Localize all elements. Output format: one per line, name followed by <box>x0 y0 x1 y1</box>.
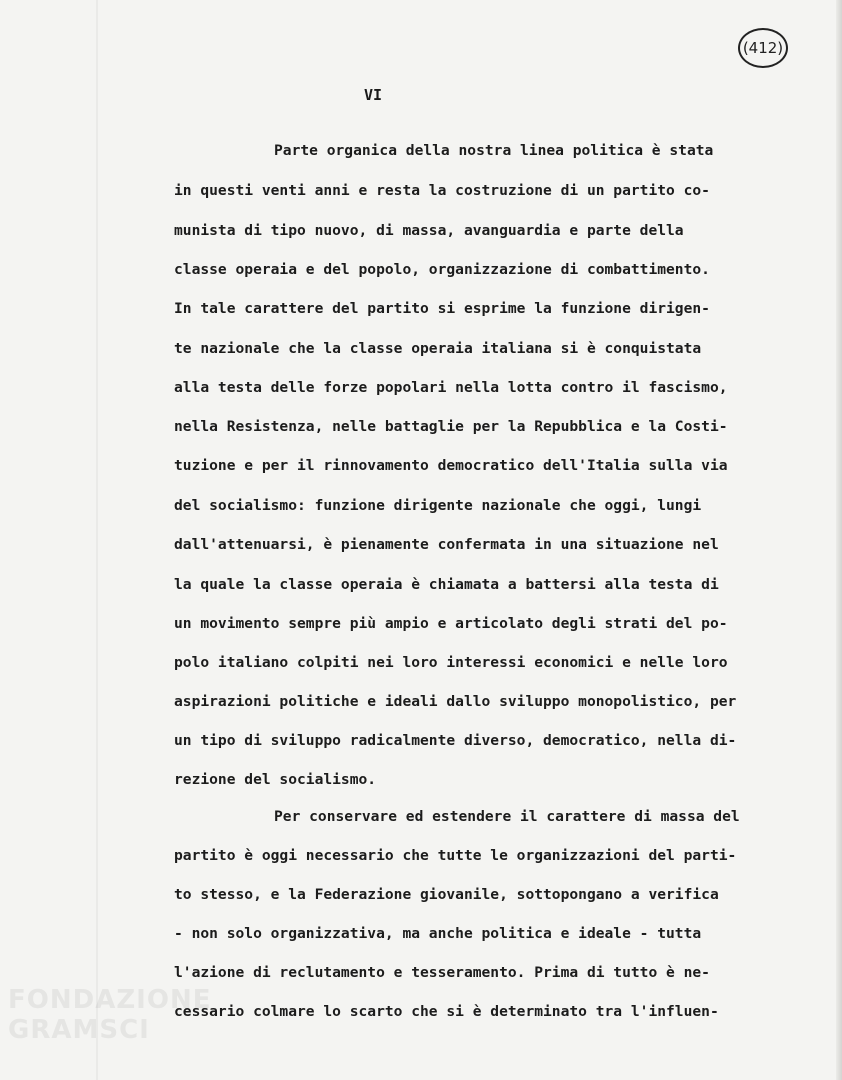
text-line: un tipo di sviluppo radicalmente diverso, democratico, nella di- <box>174 732 737 749</box>
text-line: del socialismo: funzione dirigente nazionale che oggi, lungi <box>174 497 702 514</box>
page-number-stamp: (412) <box>738 28 788 68</box>
text-line: classe operaia e del popolo, organizzazione di combattimento. <box>174 261 710 278</box>
text-line: l'azione di reclutamento e tesseramento. Prima di tutto è ne- <box>174 964 710 981</box>
text-line: munista di tipo nuovo, di massa, avanguardia e parte della <box>174 222 684 239</box>
text-line: un movimento sempre più ampio e articolato degli strati del po- <box>174 615 728 632</box>
watermark-line: GRAMSCI <box>8 1015 150 1045</box>
page-edge <box>836 0 842 1080</box>
text-line: Per conservare ed estendere il carattere di massa del <box>274 808 740 825</box>
text-line: te nazionale che la classe operaia italiana si è conquistata <box>174 340 702 357</box>
page-fold <box>96 0 98 1080</box>
text-line: dall'attenuarsi, è pienamente confermata in una situazione nel <box>174 536 719 553</box>
text-line: la quale la classe operaia è chiamata a battersi alla testa di <box>174 576 719 593</box>
text-line: alla testa delle forze popolari nella lotta contro il fascismo, <box>174 379 728 396</box>
text-line: partito è oggi necessario che tutte le organizzazioni del parti- <box>174 847 737 864</box>
text-line: rezione del socialismo. <box>174 771 377 788</box>
text-line: aspirazioni politiche e ideali dallo sviluppo monopolistico, per <box>174 693 737 710</box>
text-line: nella Resistenza, nelle battaglie per la Repubblica e la Costi- <box>174 418 728 435</box>
text-line: to stesso, e la Federazione giovanile, sottopongano a verifica <box>174 886 719 903</box>
text-line: - non solo organizzativa, ma anche politica e ideale - tutta <box>174 925 702 942</box>
archive-watermark <box>8 985 211 1045</box>
text-line: cessario colmare lo scarto che si è determinato tra l'influen- <box>174 1003 719 1020</box>
watermark-line: FONDAZIONE <box>8 985 212 1015</box>
text-line: in questi venti anni e resta la costruzione di un partito co- <box>174 182 710 199</box>
text-line: In tale carattere del partito si esprime la funzione dirigen- <box>174 300 710 317</box>
text-line: Parte organica della nostra linea politica è stata <box>274 142 714 159</box>
section-heading: VI <box>364 86 383 104</box>
text-line: tuzione e per il rinnovamento democratico dell'Italia sulla via <box>174 457 728 474</box>
text-line: polo italiano colpiti nei loro interessi economici e nelle loro <box>174 654 728 671</box>
